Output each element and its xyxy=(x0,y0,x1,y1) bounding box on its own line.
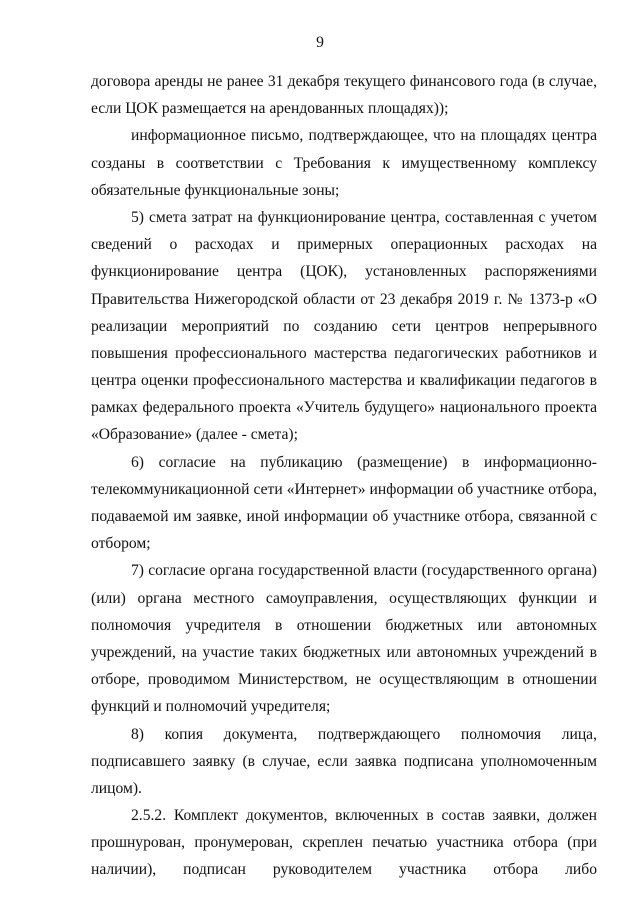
text-line: 2.5.2. Комплект документов, включенных в состав заявки, должен xyxy=(131,807,597,825)
text-line: лицом). xyxy=(91,779,142,797)
text-line: подаваемой им заявке, иной информации об участнике отбора, связанной с xyxy=(91,508,597,525)
text-line: обязательные функциональные зоны; xyxy=(91,181,340,199)
text-line: «Образование» (далее - смета); xyxy=(91,426,298,444)
document-body xyxy=(91,68,597,884)
text-line: (или) органа местного самоуправления, осуществляющих функции и xyxy=(91,589,597,607)
text-line: наличии), подписан руководителем участника отбора либо xyxy=(91,861,597,879)
text-line: отбором; xyxy=(91,535,151,553)
text-line: телекоммуникационной сети «Интернет» информации об участнике отбора, xyxy=(91,480,597,498)
text-line: учреждений, на участие таких бюджетных или автономных учреждений в xyxy=(91,643,597,661)
page-number: 9 xyxy=(316,34,324,51)
text-line: 5) смета затрат на функционирование центра, составленная с учетом xyxy=(131,208,597,226)
text-line: 6) согласие на публикацию (размещение) в информационно- xyxy=(131,453,597,471)
text-line: 8) копия документа, подтверждающего полномочия лица, xyxy=(131,725,597,743)
text-line: информационное письмо, подтверждающее, что на площадях центра xyxy=(131,127,597,145)
text-line: рамках федерального проекта «Учитель будущего» национального проекта xyxy=(91,399,597,417)
text-line: реализации мероприятий по созданию сети центров непрерывного xyxy=(91,317,597,335)
text-line: сведений о расходах и примерных операционных расходах на xyxy=(91,236,597,254)
text-line: повышения профессионального мастерства педагогических работников и xyxy=(91,344,597,362)
text-line: прошнурован, пронумерован, скреплен печатью участника отбора (при xyxy=(91,834,597,852)
text-line: если ЦОК размещается на арендованных площадях)); xyxy=(91,100,449,118)
text-line: функций и полномочий учредителя; xyxy=(91,698,331,716)
text-line: Правительства Нижегородской области от 23 декабря 2019 г. № 1373-р «О xyxy=(91,290,597,308)
text-line: центра оценки профессионального мастерства и квалификации педагогов в xyxy=(91,372,597,390)
text-line: полномочия учредителя в отношении бюджетных или автономных xyxy=(91,616,597,634)
text-line: 7) согласие органа государственной власти (государственного органа) xyxy=(131,562,597,580)
text-line: подписавшего заявку (в случае, если заявка подписана уполномоченным xyxy=(91,752,597,770)
text-line: договора аренды не ранее 31 декабря текущего финансового года (в случае, xyxy=(91,73,597,90)
text-line: созданы в соответствии с Требования к имущественному комплексу xyxy=(91,154,597,172)
text-line: функционирование центра (ЦОК), установленных распоряжениями xyxy=(91,263,597,281)
text-line: отборе, проводимом Министерством, не осуществляющим в отношении xyxy=(91,671,597,689)
